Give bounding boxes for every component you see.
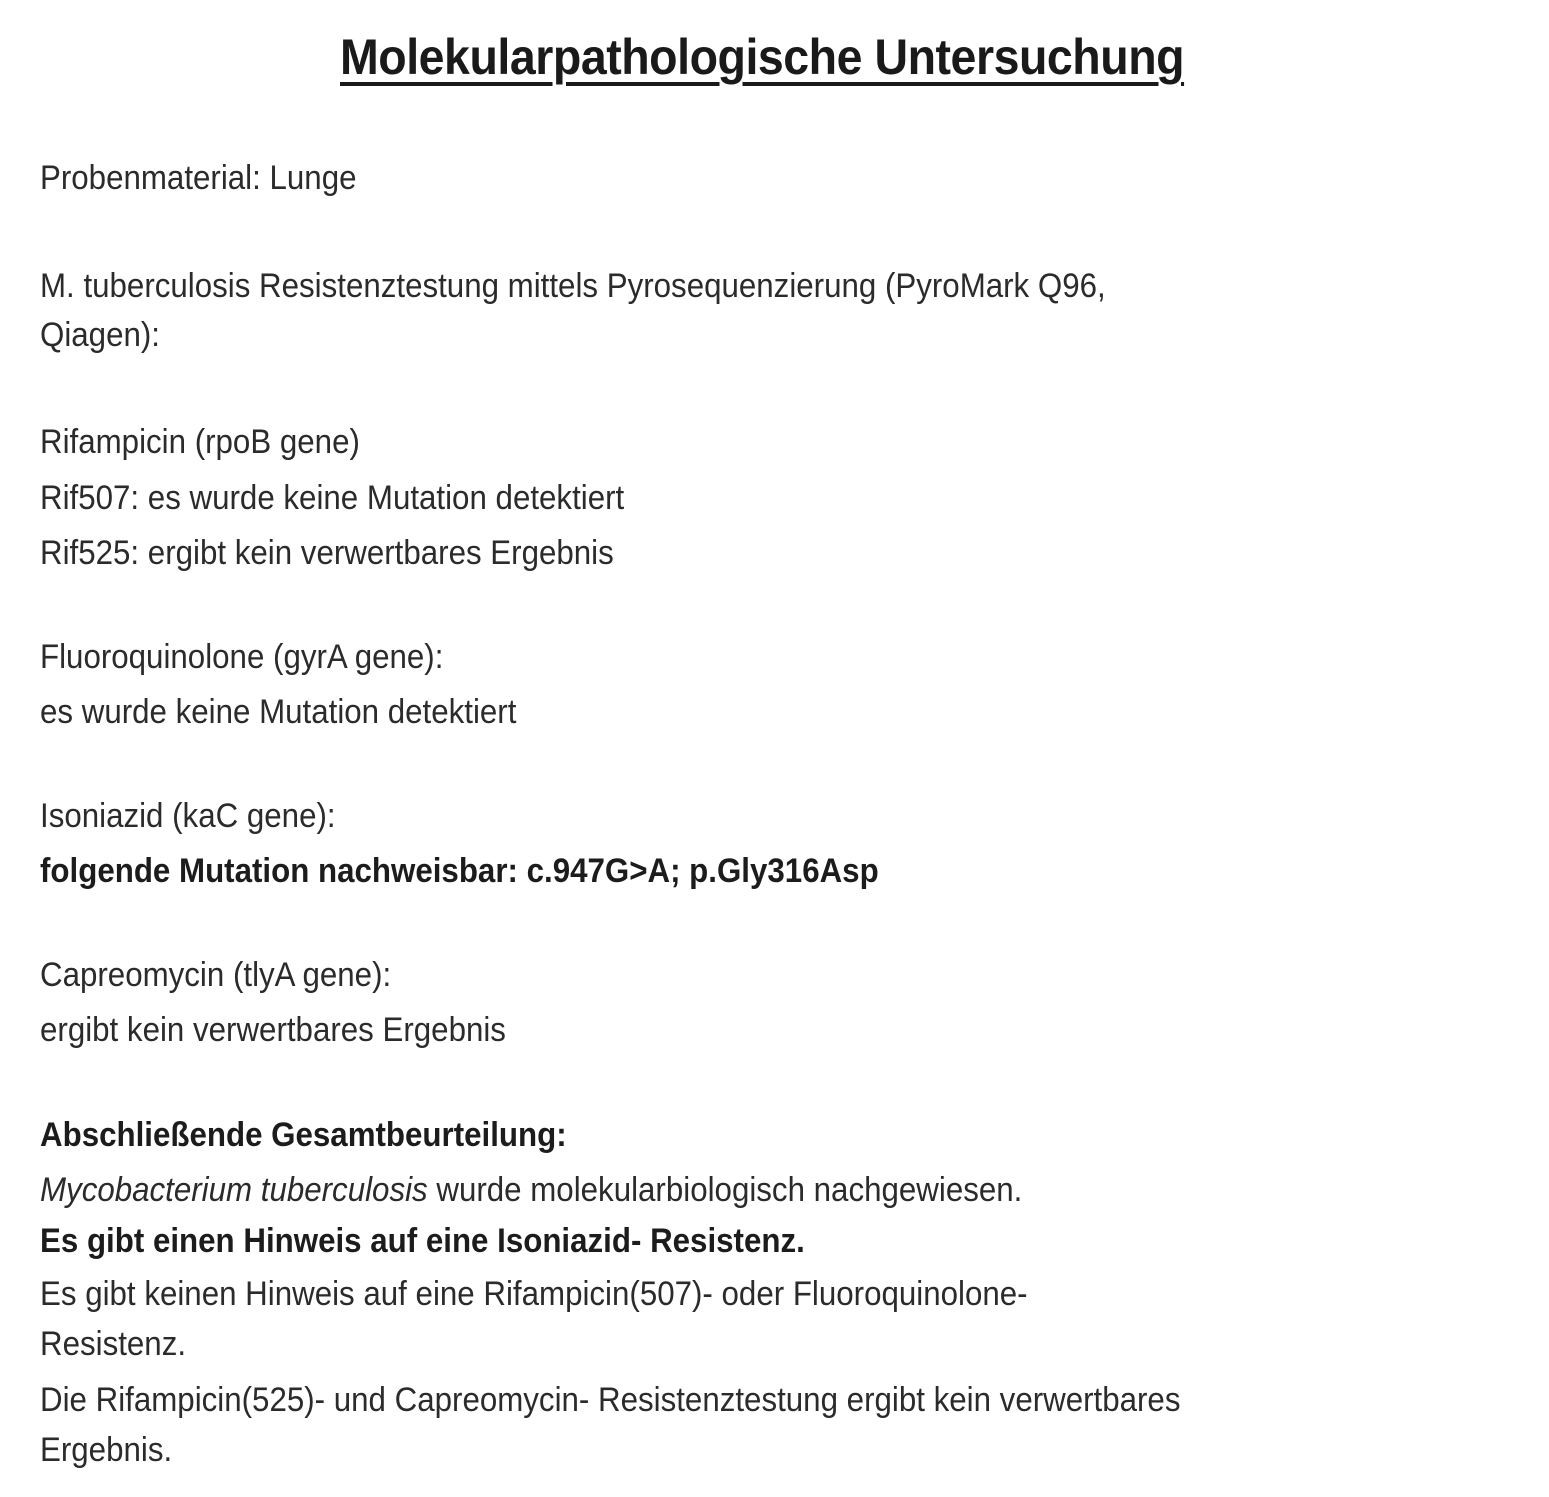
capreomycin-result: ergibt kein verwertbares Ergebnis [40,1011,506,1049]
no-resistance-line-2: Resistenz. [40,1325,187,1363]
no-resistance-line-1: Es gibt keinen Hinweis auf eine Rifampicin(507)- oder Fluoroquinolone- [40,1275,1028,1313]
organism-name: Mycobacterium tuberculosis [40,1171,428,1209]
isoniazid-result: folgende Mutation nachweisbar: c.947G>A; p.Gly316Asp [40,852,879,890]
report-title: Molekularpathologische Untersuchung [340,29,1185,85]
isoniazid-resistance-statement: Es gibt einen Hinweis auf eine Isoniazid- Resistenz. [40,1222,805,1260]
conclusion-heading: Abschließende Gesamtbeurteilung: [40,1116,567,1154]
method-line-2: Qiagen): [40,316,160,354]
capreomycin-heading: Capreomycin (tlyA gene): [40,956,392,994]
fluoroquinolone-result: es wurde keine Mutation detektiert [40,693,517,731]
conclusion-organism-line [40,1170,1022,1210]
specimen-line: Probenmaterial: Lunge [40,159,357,197]
fluoroquinolone-heading: Fluoroquinolone (gyrA gene): [40,638,444,676]
rifampicin-heading: Rifampicin (rpoB gene) [40,423,360,461]
inconclusive-line-2: Ergebnis. [40,1431,173,1469]
method-line-1: M. tuberculosis Resistenztestung mittels Pyrosequenzierung (PyroMark Q96, [40,267,1106,305]
rif525-result: Rif525: ergibt kein verwertbares Ergebnis [40,534,614,572]
isoniazid-heading: Isoniazid (kaC gene): [40,797,336,835]
inconclusive-line-1: Die Rifampicin(525)- und Capreomycin- Resistenztestung ergibt kein verwertbares [40,1381,1181,1419]
organism-statement: wurde molekularbiologisch nachgewiesen. [427,1171,1023,1209]
rif507-result: Rif507: es wurde keine Mutation detektiert [40,479,625,517]
